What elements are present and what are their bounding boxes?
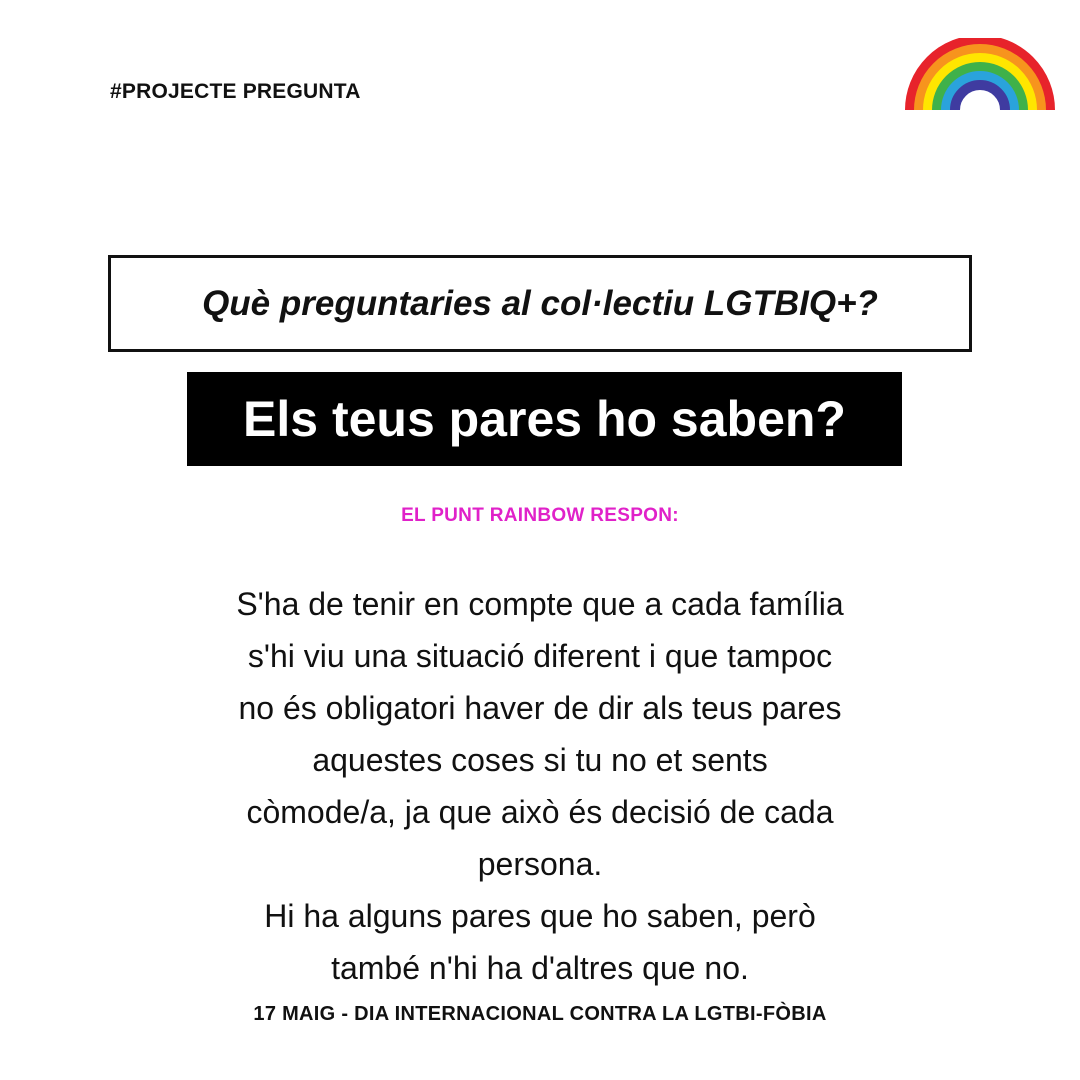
responder-label: EL PUNT RAINBOW RESPON: <box>401 505 679 526</box>
answer-line: còmode/a, ja que això és decisió de cada <box>246 794 834 830</box>
answer-paragraph <box>140 578 940 994</box>
answer-line: persona. <box>477 846 603 882</box>
rainbow-icon <box>900 38 1060 110</box>
question-text: Què preguntaries al col·lectiu LGTBIQ+? <box>202 283 878 323</box>
answer-line: també n'hi ha d'altres que no. <box>331 950 749 986</box>
hashtag-label: #PROJECTE PREGUNTA <box>110 80 361 103</box>
question-box <box>108 255 972 352</box>
answer-line: Hi ha alguns pares que ho saben, però <box>264 898 816 934</box>
headline-box <box>187 372 902 466</box>
rainbow-band-indigo <box>955 85 1005 110</box>
footer-label: 17 MAIG - DIA INTERNACIONAL CONTRA LA LGTBI-FÒBIA <box>253 1003 827 1025</box>
answer-line: S'ha de tenir en compte que a cada família <box>236 586 844 622</box>
answer-line: no és obligatori haver de dir als teus pares <box>238 690 842 726</box>
headline-text: Els teus pares ho saben? <box>243 391 846 447</box>
answer-line: s'hi viu una situació diferent i que tampoc <box>247 638 833 674</box>
answer-line: aquestes coses si tu no et sents <box>312 742 768 778</box>
